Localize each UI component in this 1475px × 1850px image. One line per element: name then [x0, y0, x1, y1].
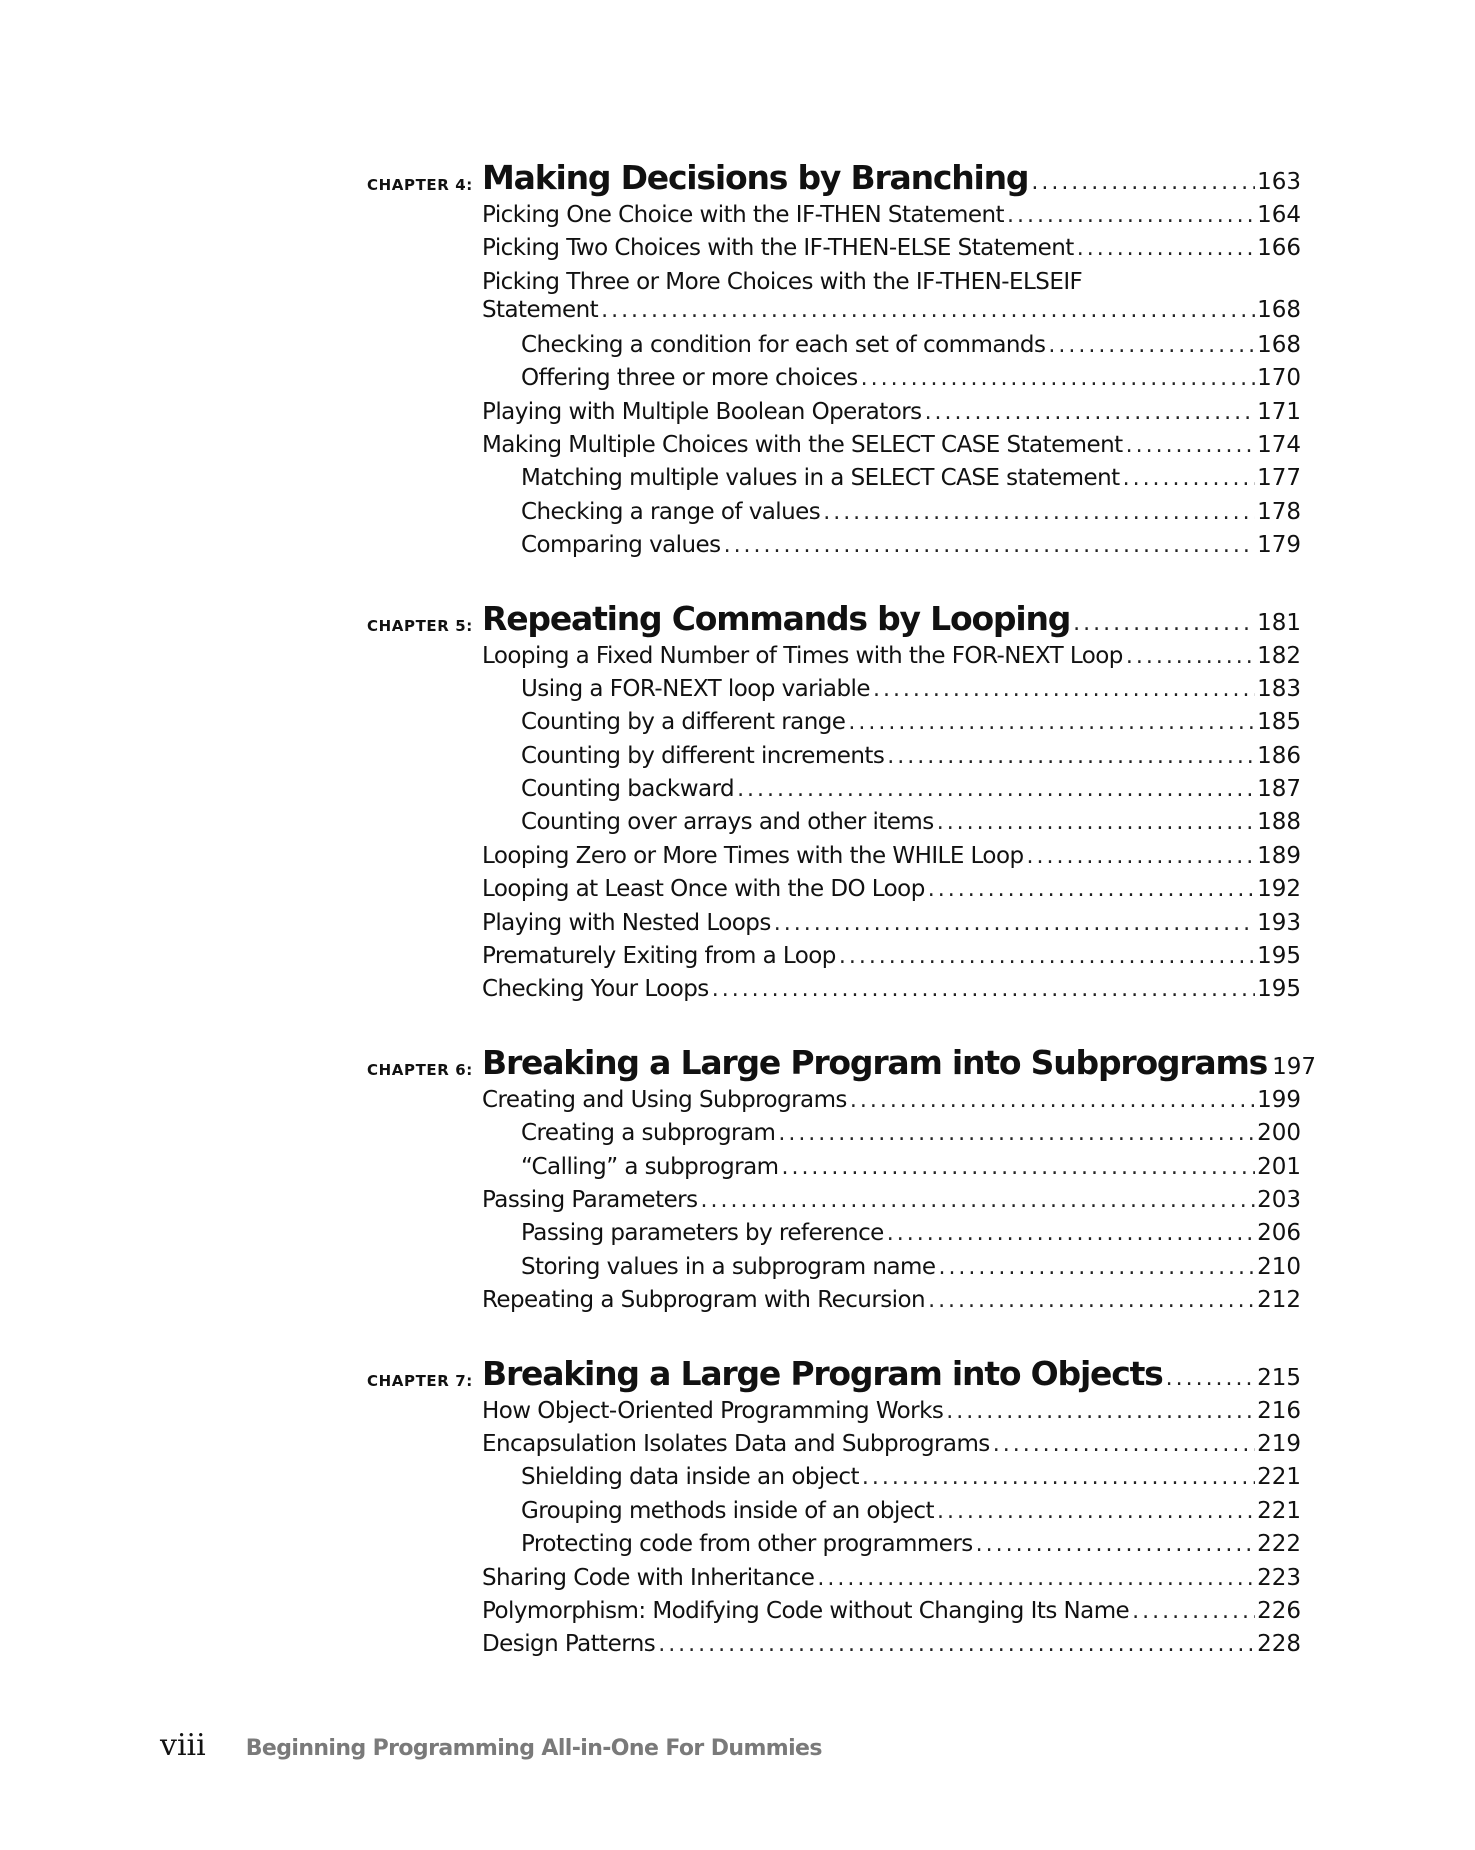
dot-leader	[701, 1188, 1256, 1213]
dot-leader	[862, 1465, 1255, 1490]
dot-leader	[861, 366, 1255, 391]
entry-page-number: 187	[1257, 776, 1301, 803]
entry-title[interactable]: Picking Two Choices with the IF-THEN-ELSE Statement	[482, 235, 1074, 262]
chapter-title[interactable]: Repeating Commands by Looping	[482, 598, 1071, 638]
entry-title[interactable]: How Object-Oriented Programming Works	[482, 1397, 944, 1424]
dot-leader	[946, 1399, 1255, 1424]
chapter-section	[0, 599, 1475, 1010]
entry-title[interactable]: Looping at Least Once with the DO Loop	[482, 876, 925, 903]
chapter-page-number: 215	[1257, 1364, 1301, 1391]
entry-page-number: 168	[1257, 296, 1301, 323]
toc-subentry[interactable]	[521, 365, 1301, 398]
chapter-page-number: 181	[1257, 609, 1301, 636]
dot-leader	[937, 810, 1255, 835]
toc-subentry[interactable]	[521, 809, 1301, 842]
entry-title[interactable]: Protecting code from other programmers	[521, 1531, 973, 1558]
entry-title[interactable]: Sharing Code with Inheritance	[482, 1564, 815, 1591]
dot-leader	[1027, 844, 1256, 869]
entry-page-number: 222	[1257, 1531, 1301, 1558]
toc-entry[interactable]	[482, 432, 1301, 465]
toc-entry[interactable]	[482, 202, 1301, 235]
entry-list	[0, 202, 1475, 566]
entry-title[interactable]: Playing with Nested Loops	[482, 909, 771, 936]
entry-page-number: 221	[1257, 1464, 1301, 1491]
entry-title[interactable]: Matching multiple values in a SELECT CASE statement	[521, 465, 1120, 492]
chapter-heading	[0, 1354, 1475, 1398]
dot-leader	[724, 533, 1256, 558]
chapter-page-number: 197	[1272, 1053, 1317, 1080]
entry-page-number: 199	[1257, 1086, 1301, 1113]
entry-title[interactable]: Playing with Multiple Boolean Operators	[482, 398, 922, 425]
entry-title[interactable]: Creating a subprogram	[521, 1120, 776, 1147]
entry-page-number: 200	[1257, 1120, 1301, 1147]
entry-title[interactable]: Passing Parameters	[482, 1186, 698, 1213]
entry-title[interactable]: Prematurely Exiting from a Loop	[482, 943, 836, 970]
toc-subentry[interactable]	[521, 1154, 1301, 1187]
entry-page-number: 221	[1257, 1497, 1301, 1524]
entry-title[interactable]: “Calling” a subprogram	[521, 1153, 779, 1180]
entry-title[interactable]: Passing parameters by reference	[521, 1220, 884, 1247]
entry-page-number: 212	[1257, 1287, 1301, 1314]
entry-page-number: 174	[1257, 431, 1301, 458]
chapter-section	[0, 1354, 1475, 1665]
toc-entry[interactable]	[482, 1087, 1301, 1120]
dot-leader	[1126, 644, 1255, 669]
dot-leader	[1123, 466, 1256, 491]
dot-leader	[778, 1121, 1255, 1146]
toc-entry[interactable]	[482, 1598, 1301, 1631]
toc-subentry[interactable]	[521, 1531, 1301, 1564]
entry-title[interactable]: Repeating a Subprogram with Recursion	[482, 1287, 926, 1314]
toc-subentry[interactable]	[521, 676, 1301, 709]
entry-page-number: 168	[1257, 331, 1301, 358]
entry-page-number: 203	[1257, 1186, 1301, 1213]
dot-leader	[1031, 170, 1255, 195]
entry-page-number: 219	[1257, 1430, 1301, 1457]
chapter-title[interactable]: Making Decisions by Branching	[482, 158, 1029, 197]
toc-entry[interactable]	[482, 1187, 1301, 1220]
entry-list	[0, 643, 1475, 1010]
entry-title[interactable]: Statement	[482, 296, 599, 323]
dot-leader	[993, 1432, 1255, 1457]
toc-entry[interactable]	[482, 1287, 1301, 1320]
toc-entry[interactable]	[482, 399, 1301, 432]
toc-subentry[interactable]	[521, 499, 1301, 532]
toc-entry[interactable]	[482, 943, 1301, 976]
toc-subentry[interactable]	[521, 709, 1301, 742]
entry-page-number: 185	[1257, 709, 1301, 736]
toc-entry[interactable]	[482, 235, 1301, 268]
dot-leader	[1048, 333, 1255, 358]
chapter-title-line[interactable]	[482, 1042, 1317, 1082]
toc-entry[interactable]	[482, 1431, 1301, 1464]
dot-leader	[839, 944, 1255, 969]
entry-page-number: 186	[1257, 742, 1301, 769]
entry-title[interactable]: Making Multiple Choices with the SELECT CASE Statement	[482, 431, 1123, 458]
dot-leader	[712, 977, 1255, 1002]
chapter-label: CHAPTER 4:	[367, 176, 473, 194]
entry-title[interactable]: Counting backward	[521, 776, 735, 803]
dot-leader	[1073, 611, 1255, 636]
dot-leader	[658, 1632, 1255, 1657]
entry-page-number: 206	[1257, 1220, 1301, 1247]
chapter-title-line[interactable]	[482, 599, 1301, 638]
entry-title[interactable]: Comparing values	[521, 532, 721, 559]
entry-page-number: 183	[1257, 675, 1301, 702]
toc-subentry[interactable]	[521, 1254, 1301, 1287]
dot-leader	[1166, 1366, 1255, 1391]
entry-title[interactable]: Storing values in a subprogram name	[521, 1253, 936, 1280]
dot-leader	[1007, 203, 1255, 228]
entry-page-number: 178	[1257, 498, 1301, 525]
entry-title-first-line[interactable]: Picking Three or More Choices with the IF-THEN-ELSEIF	[482, 268, 1083, 295]
entry-title[interactable]: Polymorphism: Modifying Code without Changing Its Name	[482, 1597, 1130, 1624]
entry-title[interactable]: Looping a Fixed Number of Times with the FOR-NEXT Loop	[482, 642, 1123, 669]
dot-leader	[774, 911, 1255, 936]
entry-page-number: 195	[1257, 943, 1301, 970]
dot-leader	[1132, 1599, 1255, 1624]
toc-subentry[interactable]	[521, 1220, 1301, 1253]
dot-leader	[1126, 433, 1255, 458]
chapter-heading	[0, 1043, 1475, 1087]
chapter-title-line[interactable]	[482, 1354, 1301, 1393]
toc-subentry[interactable]	[521, 1464, 1301, 1497]
toc-subentry[interactable]	[521, 1120, 1301, 1153]
entry-title[interactable]: Shielding data inside an object	[521, 1464, 859, 1491]
entry-page-number: 192	[1257, 876, 1301, 903]
entry-title[interactable]: Counting over arrays and other items	[521, 809, 934, 836]
entry-page-number: 179	[1257, 532, 1301, 559]
dot-leader	[1077, 236, 1255, 261]
entry-page-number: 166	[1257, 235, 1301, 262]
toc-entry[interactable]	[482, 1398, 1301, 1431]
entry-page-number: 177	[1257, 465, 1301, 492]
entry-page-number: 164	[1257, 202, 1301, 228]
chapter-section	[0, 1043, 1475, 1321]
chapter-heading	[0, 158, 1475, 202]
entry-title[interactable]: Creating and Using Subprograms	[482, 1086, 847, 1113]
entry-title[interactable]: Using a FOR-NEXT loop variable	[521, 675, 870, 702]
entry-title[interactable]: Design Patterns	[482, 1631, 656, 1658]
dot-leader	[887, 744, 1255, 769]
entry-page-number: 216	[1257, 1397, 1301, 1424]
entry-page-number: 193	[1257, 909, 1301, 936]
entry-title[interactable]: Checking Your Loops	[482, 976, 709, 1003]
entry-title-second-line[interactable]	[482, 297, 1301, 332]
page-footer	[160, 1728, 822, 1763]
toc-entry[interactable]	[482, 843, 1301, 876]
dot-leader	[925, 400, 1256, 425]
entry-page-number: 170	[1257, 365, 1301, 392]
dot-leader	[938, 1255, 1255, 1280]
entry-title[interactable]: Picking One Choice with the IF-THEN Statement	[482, 202, 1004, 228]
chapter-title[interactable]: Breaking a Large Program into Objects	[482, 1353, 1163, 1393]
table-of-contents	[0, 158, 1475, 1698]
entry-title[interactable]: Encapsulation Isolates Data and Subprograms	[482, 1430, 990, 1457]
toc-subentry[interactable]	[521, 532, 1301, 565]
dot-leader	[817, 1566, 1255, 1591]
chapter-label: CHAPTER 7:	[367, 1371, 473, 1390]
entry-page-number: 201	[1257, 1153, 1301, 1180]
toc-subentry[interactable]	[521, 465, 1301, 498]
toc-subentry[interactable]	[521, 743, 1301, 776]
page-number: viii	[160, 1728, 206, 1763]
dot-leader	[601, 298, 1255, 323]
dot-leader	[976, 1532, 1255, 1557]
dot-leader	[823, 500, 1255, 525]
toc-entry[interactable]	[482, 976, 1301, 1009]
dot-leader	[928, 1288, 1255, 1313]
chapter-title-line[interactable]	[482, 158, 1301, 197]
entry-page-number: 228	[1257, 1631, 1301, 1658]
entry-page-number: 189	[1257, 842, 1301, 869]
toc-subentry[interactable]	[521, 776, 1301, 809]
chapter-label: CHAPTER 5:	[367, 616, 473, 635]
chapter-heading	[0, 599, 1475, 643]
book-title: Beginning Programming All-in-One For Dummies	[245, 1736, 822, 1761]
toc-entry[interactable]	[482, 269, 1301, 332]
entry-list	[0, 1398, 1475, 1665]
entry-page-number: 210	[1257, 1253, 1301, 1280]
entry-title[interactable]: Offering three or more choices	[521, 365, 858, 392]
entry-page-number: 223	[1257, 1564, 1301, 1591]
dot-leader	[848, 710, 1255, 735]
chapter-page-number: 163	[1257, 169, 1301, 195]
toc-entry[interactable]	[482, 1565, 1301, 1598]
chapter-section	[0, 158, 1475, 566]
toc-entry[interactable]	[482, 643, 1301, 676]
entry-title[interactable]: Counting by different increments	[521, 742, 885, 769]
dot-leader	[937, 1499, 1255, 1524]
dot-leader	[737, 777, 1255, 802]
dot-leader	[887, 1221, 1255, 1246]
entry-title[interactable]: Checking a range of values	[521, 498, 821, 525]
chapter-title[interactable]: Breaking a Large Program into Subprograms	[482, 1042, 1268, 1082]
entry-page-number: 226	[1257, 1597, 1301, 1624]
toc-subentry[interactable]	[521, 332, 1301, 365]
chapter-label: CHAPTER 6:	[367, 1060, 473, 1079]
entry-page-number: 171	[1257, 398, 1301, 425]
entry-page-number: 195	[1257, 976, 1301, 1003]
dot-leader	[928, 877, 1255, 902]
dot-leader	[850, 1088, 1255, 1113]
entry-title[interactable]: Checking a condition for each set of commands	[521, 331, 1046, 358]
toc-entry[interactable]	[482, 1631, 1301, 1664]
entry-list	[0, 1087, 1475, 1321]
entry-title[interactable]: Grouping methods inside of an object	[521, 1497, 934, 1524]
entry-page-number: 182	[1257, 642, 1301, 669]
entry-title[interactable]: Counting by a different range	[521, 709, 846, 736]
toc-entry[interactable]	[482, 910, 1301, 943]
dot-leader	[781, 1155, 1255, 1180]
entry-title[interactable]: Looping Zero or More Times with the WHILE Loop	[482, 842, 1024, 869]
entry-page-number: 188	[1257, 809, 1301, 836]
toc-entry[interactable]	[482, 876, 1301, 909]
toc-subentry[interactable]	[521, 1498, 1301, 1531]
dot-leader	[873, 677, 1255, 702]
